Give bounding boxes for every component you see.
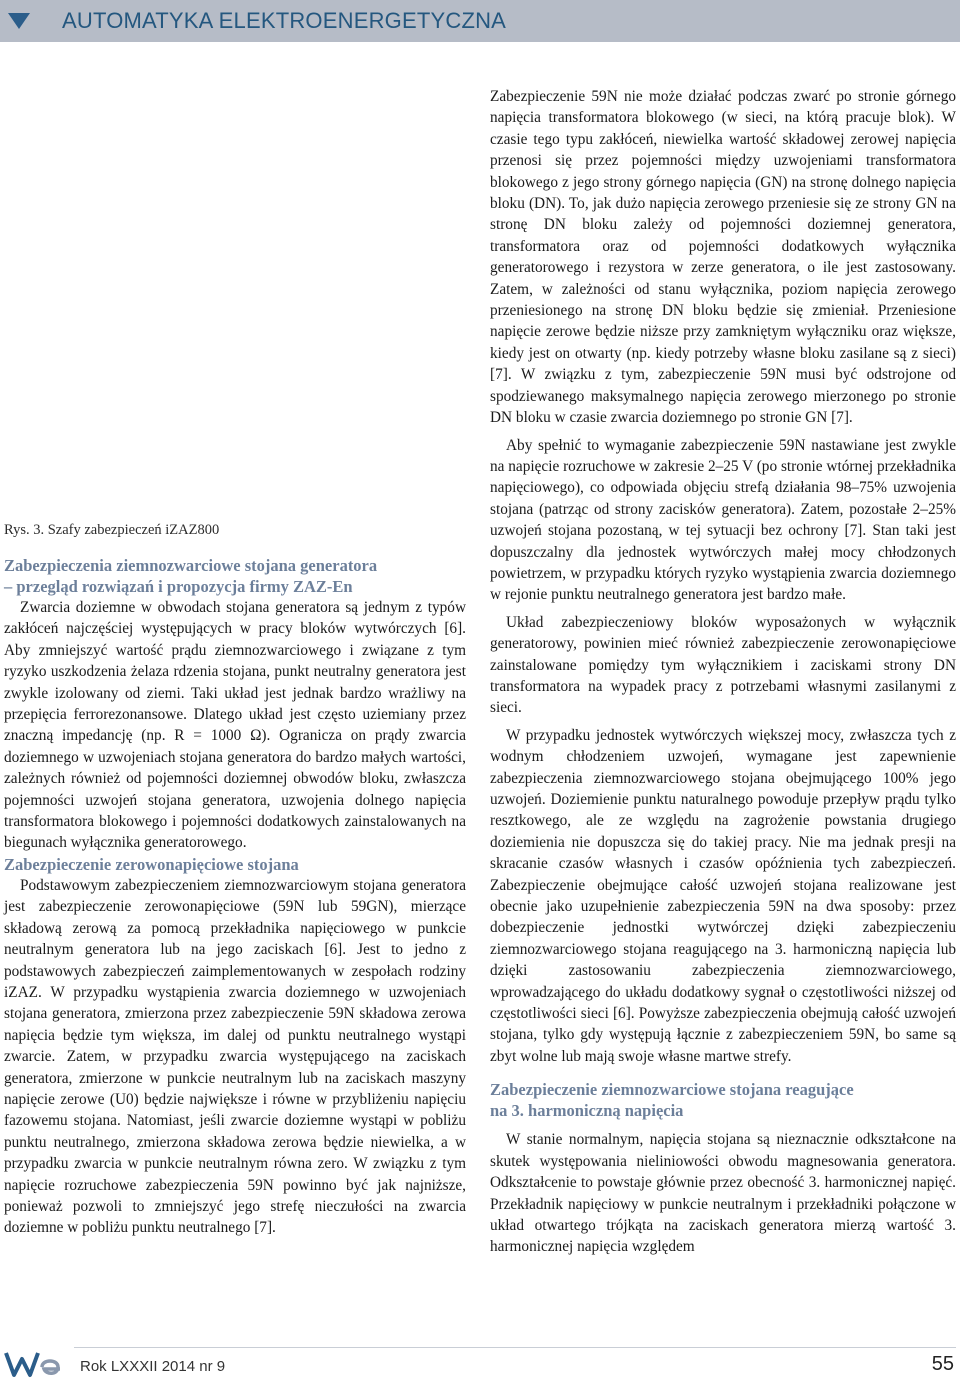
page-number: 55: [931, 1353, 954, 1375]
right-paragraph-1: Zabezpieczenie 59N nie może działać podczas zwarć po stronie górnego napięcia transformatora blokowego (w sieci, na którą pracuje blok). W czasie tego typu zakłóceń, niewielka wartość składowej zerowej napięcia przenosi się przez pojemności między uzwojeniami transformatora blokowego z jego strony górnego napięcia (GN) na stronę dolnego napięcia bloku (DN). To, jak dużo napięcia zerowego przeniesie się ze strony GN na stronę DN bloku zależy od pojemności doziemnej generatora, transformatora oraz od pojemności dodatkowych wyłącznika generatorowego i rezystora w zerze generatora, o ile jest zastosowany. Zatem, w zależności od stanu wyłącznika, poziom napięcia zerowego przeniesionego na stronę DN bloku będzie się zmieniał. Przeniesione napięcie zerowe będzie niższe przy zamkniętym wyłączniku oraz większe, kiedy jest on otwarty (np. kiedy potrzeby własne bloku zasilane są z sieci) [7]. W związku z tym, zabezpieczenie 59N musi być odstrojone od spodziewanego maksymalnego napięcia zerowego mierzonego po stronie DN bloku w czasie zwarcia doziemnego po stronie GN [7].: [490, 88, 956, 427]
issue-info: Rok LXXXII 2014 nr 9: [80, 1358, 226, 1375]
section-title-third-harmonic: [490, 1079, 956, 1121]
triangle-marker-icon: [8, 13, 30, 29]
section2-paragraph: W stanie normalnym, napięcia stojana są nieznacznie odkształcone na skutek występowania nieliniowości obwodu magnesowania generatora. Odkształcenie to powstaje głównie przez obecność 3. harmonicznej napięć. Przekładnik napięciowy w punkcie neutralnym i przekładniki połączone w układ otwartego trójkąta na zaciskach generatora mierzą wartość 3. harmonicznej napięcia względem: [490, 1131, 956, 1256]
intro-paragraph: Zwarcia doziemne w obwodach stojana generatora są jednym z typów zakłóceń najczęściej występujących w pracy bloków wytwórczych [6]. Aby zmniejszyć wartość prądu ziemnozwarciowego i związane z tym ryzyko uszkodzenia żelaza rdzenia stojana, punkt neutralny generatora jest zwykle izolowany od ziemi. Taki układ jest jednak bardzo wrażliwy na przepięcia ferrorezonansowe. Dlatego układ jest często uziemiany przez znaczną impedancję (np. R = 1000 Ω). Ogranicza on prądy zwarcia doziemnego w uzwojeniach stojana generatora do bardzo małych wartości, zależnych również od pojemności doziemnej obwodów bloku, zwłaszcza pojemności uzwojeń stojana generatora, uzwojenia dolnego napięcia transformatora blokowego i pojemności dodatkowych zainstalowanych na biegunach wyłącznika generatorowego.: [4, 599, 466, 852]
left-column: [4, 555, 466, 1239]
right-paragraph-3: Układ zabezpieczeniowy bloków wyposażonych w wyłącznik generatorowy, powinien mieć również zabezpieczenie zerowonapięciowe zainstalowane pomiędzy tym wyłącznikiem i zaciskami strony DN transformatora na wypadek pracy z potrzebami własnymi zasilanymi z sieci.: [490, 613, 956, 717]
right-column: [490, 86, 956, 1258]
section1-paragraph: Podstawowym zabezpieczeniem ziemnozwarciowym stojana generatora jest zabezpieczenie zerowonapięciowe (59N lub 59GN), mierzące składową zerową za pomocą przekładnika napięciowego w punkcie neutralnym generatora lub na jego zaciskach [6]. Jest to jedno z podstawowych zabezpieczeń zaimplementowanych w zespołach rodziny iZAZ. W przypadku wystąpienia zwarcia doziemnego w uzwojeniach stojana generatora, zmierzona przez zabezpieczenie 59N składowa zerowa napięcia będzie tym większa, im dalej od punktu neutralnego wystąpi zwarcie. Zatem, w przypadku zwarcia występującego na zaciskach generatora, zmierzone w punkcie neutralnym lub na zaciskach maszyny napięcie zerowe (U0) będzie największe i równe w przybliżeniu napięciu fazowemu stojana. Natomiast, jeśli zwarcie doziemne wystąpi w pobliżu punktu neutralnego, zmierzona składowa zerowa będzie niewielka, a w przypadku zwarcia w punkcie neutralnym równa zero. W związku z tym napięcie rozruchowe zabezpieczenia 59N powinno być jak najniższe, ponieważ pozwoli to zmniejszyć jego strefę nieczułości na zwarcia doziemne w pobliżu punktu neutralnego [7].: [4, 876, 466, 1237]
running-header: [0, 0, 960, 42]
section-title-zero-voltage: Zabezpieczenie zerowonapięciowe stojana: [4, 854, 299, 874]
section2-title-line1: Zabezpieczenie ziemnozwarciowe stojana reagujące: [490, 1080, 854, 1100]
article-title: [4, 555, 466, 597]
journal-title: AUTOMATYKA ELEKTROENERGETYCZNA: [62, 8, 507, 33]
right-paragraph-2: Aby spełnić to wymaganie zabezpieczenie 59N nastawiane jest zwykle na napięcie rozruchowe w zakresie 2–25 V (po stronie wtórnej przekładnika napięciowego), co odpowiada objęciu strefą działania 98–75% uzwojenia stojana (patrząc od strony zacisków generatora). Zatem, pozostałe 2–25% uzwojeń stojana pozostaną, w tej sytuacji bez ochrony [7]. Stan taki jest dopuszczalny dla jednostek wytwórczych małej mocy chłodzonych powietrzem, w przypadku których ryzyko wystąpienia zwarcia doziemnego w rejonie punktu neutralnego generatora jest bardzo małe.: [490, 436, 956, 604]
section2-title-line2: na 3. harmoniczną napięcia: [490, 1101, 684, 1121]
publisher-logo-icon: [4, 1349, 66, 1379]
footer-divider: [74, 1347, 956, 1348]
figure-caption: Rys. 3. Szafy zabezpieczeń iZAZ800: [4, 522, 220, 538]
figure-photo: [2, 46, 467, 504]
article-title-line1: Zabezpieczenia ziemnozwarciowe stojana generatora: [4, 556, 378, 575]
right-paragraph-4: W przypadku jednostek wytwórczych większej mocy, zwłaszcza tych z wodnym chłodzeniem uzwojeń, wymagane jest zapewnienie zabezpieczenia ziemnozwarciowego stojana obejmującego 100% jego uzwojeń. Doziemienie punktu naturalnego powoduje przepływ prądu tylko resztkowego, ale ze względu na zagrożenie powstania drugiego doziemienia nie dopuszcza się do takiej pracy. Nie ma jednak presji na skracanie czasów własnych i czasów opóźnienia tych zabezpieczeń. Zabezpieczenie obejmujące całość uzwojeń stojana realizowane jest obecnie jako uzupełnienie zabezpieczenia 59N na dwa sposoby: przez dobezpieczenie jednostki wytwórczej dzięki zabezpieczeniu ziemnozwarciowego stojana reagującego na 3. harmoniczną napięcia lub dzięki zastosowaniu zabezpieczenia ziemnozwarciowego, wprowadzającego do układu dodatkowy sygnał o częstotliwości niższej od częstotliwości sieci [6]. Powyższe zabezpieczenia obejmują całość uzwojeń stojana, tylko gdy występują łącznie z zabezpieczeniem 59N, bo same są zbyt wolne lub mają swoje własne martwe strefy.: [490, 726, 956, 1065]
article-title-line2: – przegląd rozwiązań i propozycja firmy ZAZ-En: [4, 577, 353, 596]
